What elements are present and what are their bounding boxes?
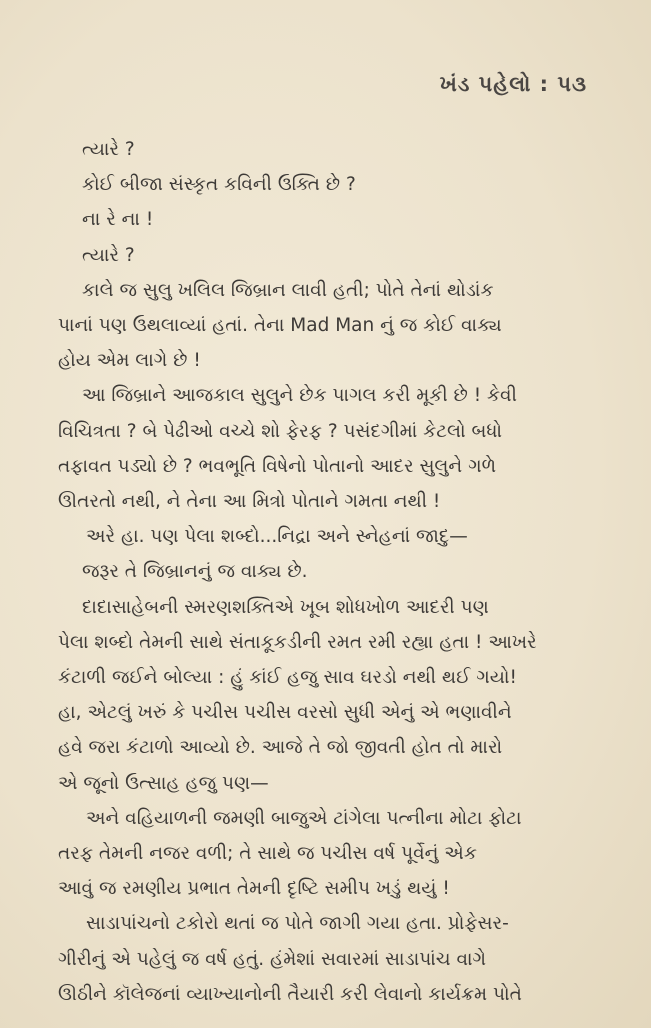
text-line: ના રે ના ! xyxy=(82,209,154,231)
text-line: કાલે જ સુલુ ખલિલ જિબ્રાન લાવી હતી; પોતે તેનાં થોડાંક xyxy=(82,279,494,301)
text-line: દાદાસાહેબની સ્મરણશક્તિએ ખૂબ શોધખોળ આદરી પણ xyxy=(82,596,489,618)
text-line: હા, એટલું ખરું કે પચીસ પચીસ વરસો સુધી એનું એ ભણાવીને xyxy=(58,702,512,724)
text-line: સાડાપાંચનો ટકોરો થતાં જ પોતે જાગી ગયા હતા. પ્રોફેસર- xyxy=(86,913,509,935)
text-line: જરૂર તે જિબ્રાનનું જ વાક્ય છે. xyxy=(82,561,308,583)
text-line: તરફ તેમની નજર વળી; તે સાથે જ પચીસ વર્ષ પૂર્વેનું એક xyxy=(58,843,477,865)
text-line: આ જિબ્રાને આજકાલ સુલુને છેક પાગલ કરી મૂકી છે ! કેવી xyxy=(82,385,517,407)
body-text xyxy=(58,132,598,1012)
text-line: વિચિત્રતા ? બે પેઢીઓ વચ્ચે શો ફેરફ ? પસંદગીમાં કેટલો બધો xyxy=(58,420,503,442)
text-line: ગીરીનું એ પહેલું જ વર્ષ હતું. હંમેશાં સવારમાં સાડાપાંચ વાગે xyxy=(58,948,487,970)
text-line: ત્યારે ? xyxy=(82,244,135,266)
text-line: અને વહિયાળની જમણી બાજુએ ટાંગેલા પત્નીના મોટા ફોટા xyxy=(86,807,522,829)
text-line: એ જૂનો ઉત્સાહ હજુ પણ— xyxy=(58,772,269,794)
text-line: કોઈ બીજા સંસ્કૃત કવિની ઉક્તિ છે ? xyxy=(82,174,356,196)
text-line: હવે જરા કંટાળો આવ્યો છે. આજે તે જો જીવતી હોત તો મારો xyxy=(58,737,503,759)
text-line: પાનાં પણ ઉથલાવ્યાં હતાં. તેના Mad Man નું જ કોઈ વાક્ય xyxy=(58,315,502,337)
text-line: ઊઠીને કૉલેજનાં વ્યાખ્યાનોની તૈયારી કરી લેવાનો કાર્યક્રમ પોતે xyxy=(58,983,522,1005)
text-line: આવું જ રમણીય પ્રભાત તેમની દૃષ્ટિ સમીપ ખડું થયું ! xyxy=(58,878,450,900)
text-line: તફાવત પડ્યો છે ? ભવભૂતિ વિષેનો પોતાનો આદર સુલુને ગળે xyxy=(58,455,497,477)
text-line: હોય એમ લાગે છે ! xyxy=(58,350,201,372)
text-line: ત્યારે ? xyxy=(82,139,135,160)
text-line: પેલા શબ્દો તેમની સાથે સંતાકૂકડીની રમત રમી રહ્યા હતા ! આખરે xyxy=(58,631,537,653)
text-line: ઊતરતો નથી, ને તેના આ મિત્રો પોતાને ગમતા નથી ! xyxy=(58,491,441,513)
text-line: અરે હા. પણ પેલા શબ્દો...નિદ્રા અને સ્નેહનાં જાદુ— xyxy=(86,526,468,548)
text-line: કંટાળી જઈને બોલ્યા : હું કાંઈ હજુ સાવ ઘરડો નથી થઈ ગયો! xyxy=(58,667,517,689)
page-header: ખંડ પહેલો : પ૩ xyxy=(439,72,587,96)
